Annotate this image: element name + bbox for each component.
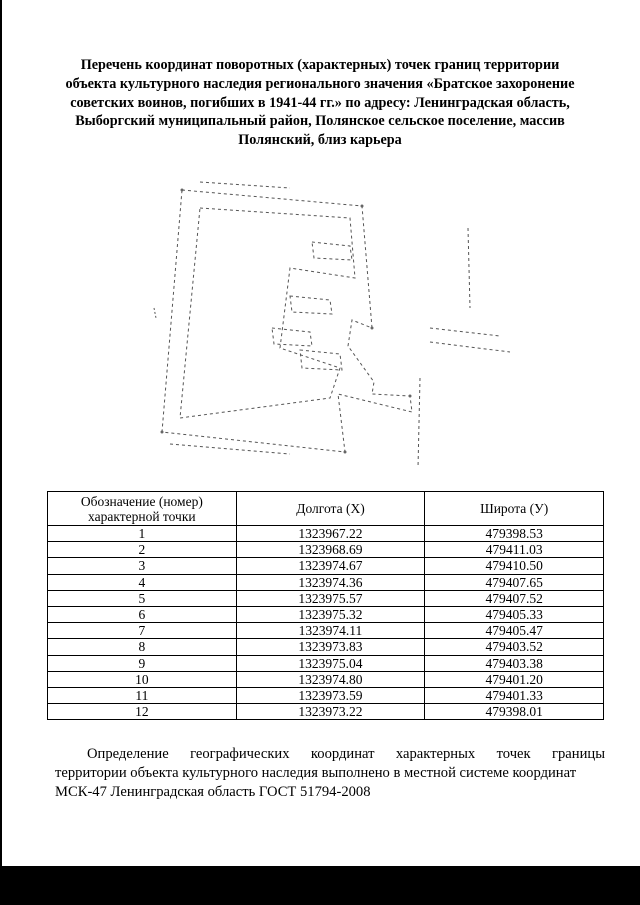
table-row xyxy=(48,526,604,542)
cell-latitude: 479398.53 xyxy=(425,526,604,542)
cell-latitude: 479405.33 xyxy=(425,607,604,623)
scheme-road-line xyxy=(418,378,420,468)
page-edge xyxy=(0,0,2,868)
cell-point-number: 7 xyxy=(48,623,237,639)
scheme-outer-boundary xyxy=(162,190,412,452)
cell-latitude: 479411.03 xyxy=(425,542,604,558)
table-row xyxy=(48,688,604,704)
cell-longitude: 1323967.22 xyxy=(236,526,425,542)
table-row xyxy=(48,607,604,623)
note-line: территории объекта культурного наследия выполнено в местной системе координат xyxy=(55,765,577,781)
cell-longitude: 1323974.11 xyxy=(236,623,425,639)
column-header-longitude: Долгота (X) xyxy=(236,492,425,526)
column-header-latitude: Широта (У) xyxy=(425,492,604,526)
cell-longitude: 1323974.80 xyxy=(236,671,425,687)
cell-latitude: 479407.52 xyxy=(425,590,604,606)
table-row xyxy=(48,655,604,671)
note-line: Определение географических координат характерных точек границы xyxy=(87,746,605,762)
document-title xyxy=(55,56,585,150)
cell-longitude: 1323973.22 xyxy=(236,704,425,720)
table-row xyxy=(48,590,604,606)
note-line: МСК-47 Ленинградская область ГОСТ 51794-2008 xyxy=(55,784,371,800)
cell-point-number: 9 xyxy=(48,655,237,671)
cell-longitude: 1323975.04 xyxy=(236,655,425,671)
cell-point-number: 12 xyxy=(48,704,237,720)
cell-latitude: 479410.50 xyxy=(425,558,604,574)
title-line: советских воинов, погибших в 1941-44 гг.» по адресу: Ленинградская область, xyxy=(70,94,570,111)
title-line: Перечень координат поворотных (характерных) точек границ территории xyxy=(80,57,560,73)
cell-longitude: 1323975.57 xyxy=(236,590,425,606)
scheme-point-marker xyxy=(409,395,412,398)
cell-longitude: 1323973.83 xyxy=(236,639,425,655)
title-line: Полянский, близ карьера xyxy=(238,132,402,149)
cell-point-number: 11 xyxy=(48,688,237,704)
scheme-point-marker xyxy=(371,327,374,330)
scheme-dimension-bottom xyxy=(170,444,290,454)
cell-point-number: 8 xyxy=(48,639,237,655)
scheme-detail-block xyxy=(290,296,332,314)
cell-point-number: 6 xyxy=(48,607,237,623)
scheme-detail-block xyxy=(312,242,352,260)
table-row xyxy=(48,558,604,574)
cell-latitude: 479401.33 xyxy=(425,688,604,704)
cell-longitude: 1323968.69 xyxy=(236,542,425,558)
scheme-road-line xyxy=(430,342,510,352)
boundary-scheme-drawing xyxy=(140,168,530,468)
cell-point-number: 5 xyxy=(48,590,237,606)
table-header-row xyxy=(48,492,604,526)
scheme-detail-block xyxy=(272,328,312,346)
table-row xyxy=(48,623,604,639)
cell-latitude: 479407.65 xyxy=(425,574,604,590)
table-row xyxy=(48,704,604,720)
cell-point-number: 4 xyxy=(48,574,237,590)
cell-longitude: 1323974.36 xyxy=(236,574,425,590)
scheme-point-marker xyxy=(181,189,184,192)
scheme-road-line xyxy=(430,328,500,336)
column-header-point: Обозначение (номер) характерной точки xyxy=(48,492,237,526)
scheme-dimension-top xyxy=(200,182,290,188)
table-row xyxy=(48,542,604,558)
scheme-inner-boundary xyxy=(180,208,355,418)
table-row xyxy=(48,639,604,655)
cell-point-number: 3 xyxy=(48,558,237,574)
title-line: Выборгский муниципальный район, Полянское сельское поселение, массив xyxy=(75,113,565,130)
cell-point-number: 10 xyxy=(48,671,237,687)
cell-longitude: 1323975.32 xyxy=(236,607,425,623)
scheme-road-line xyxy=(468,228,470,308)
title-line: объекта культурного наследия регионального значения «Братское захоронение xyxy=(65,75,575,92)
scheme-point-marker xyxy=(344,451,347,454)
cell-latitude: 479401.20 xyxy=(425,671,604,687)
scheme-point-marker xyxy=(161,431,164,434)
cell-latitude: 479405.47 xyxy=(425,623,604,639)
cell-point-number: 2 xyxy=(48,542,237,558)
table-row xyxy=(48,671,604,687)
cell-point-number: 1 xyxy=(48,526,237,542)
cell-latitude: 479403.52 xyxy=(425,639,604,655)
coordinate-system-note xyxy=(55,745,605,802)
cell-longitude: 1323974.67 xyxy=(236,558,425,574)
cell-longitude: 1323973.59 xyxy=(236,688,425,704)
table-row xyxy=(48,574,604,590)
cell-latitude: 479403.38 xyxy=(425,655,604,671)
scheme-point-marker xyxy=(361,205,364,208)
cell-latitude: 479398.01 xyxy=(425,704,604,720)
scan-bottom-border xyxy=(0,866,640,905)
coordinates-table xyxy=(47,491,604,720)
